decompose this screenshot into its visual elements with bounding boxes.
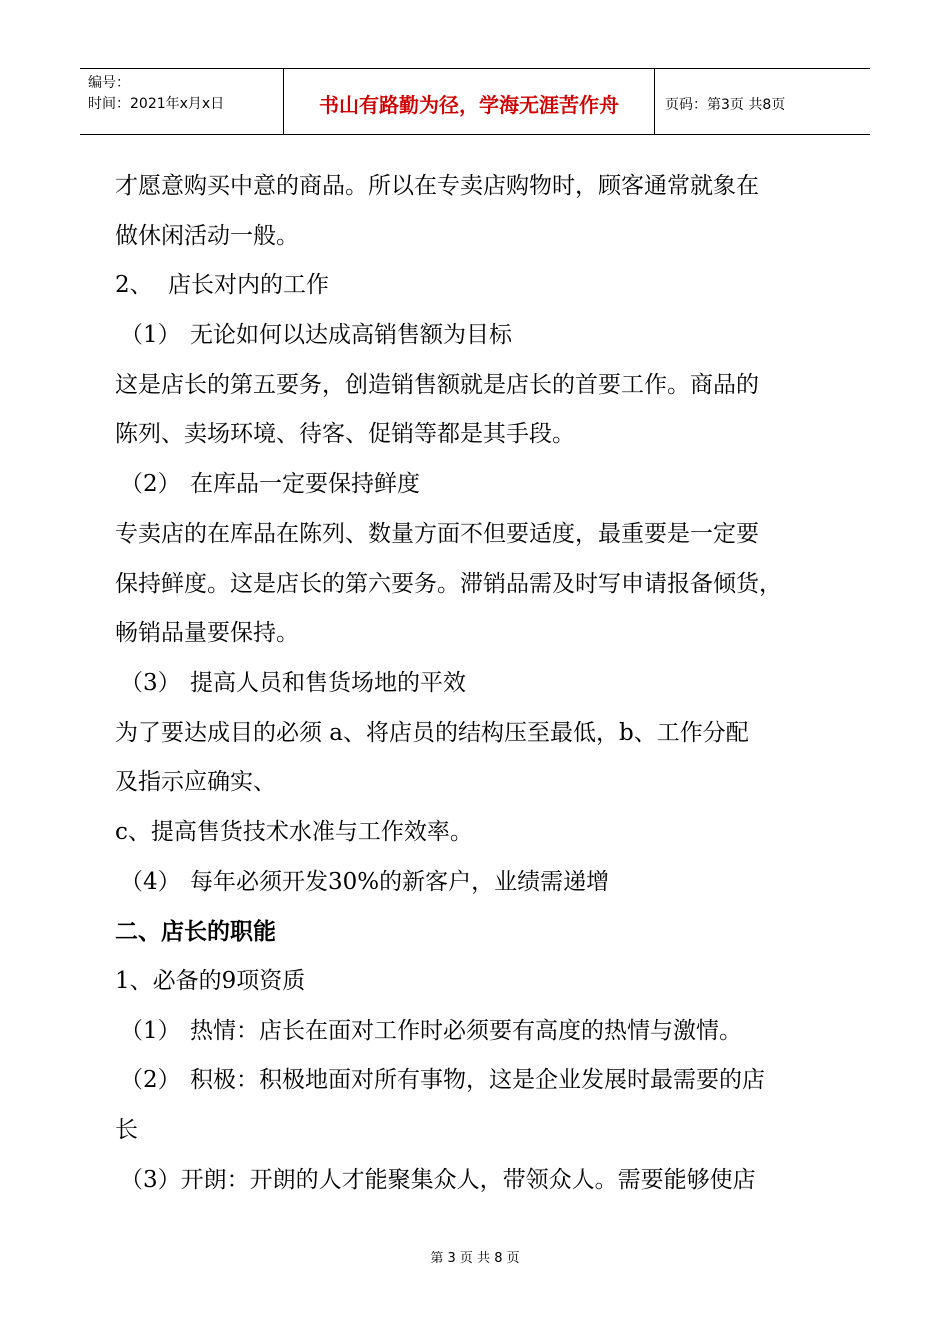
item-number: （2）	[120, 471, 181, 498]
subsection-heading	[115, 858, 855, 908]
paragraph-line: 及指示应确实、	[115, 769, 276, 796]
subsection-heading	[115, 311, 855, 361]
document-body	[115, 162, 855, 1205]
paragraph-line: 为了要达成目的必须 a、将店员的结构压至最低，b、工作分配	[115, 719, 749, 746]
header-page-info: 页码：第3页 共8页	[665, 96, 786, 113]
paragraph-line: 专卖店的在库品在陈列、数量方面不但要适度，最重要是一定要	[115, 520, 759, 547]
section-title: 店长对内的工作	[168, 272, 329, 299]
paragraph-line: 畅销品量要保持。	[115, 620, 299, 647]
item-text: 积极：积极地面对所有事物，这是企业发展时最需要的店	[190, 1067, 765, 1094]
section-heading: 1、必备的9项资质	[115, 968, 306, 994]
page-footer: 第 3 页 共 8 页	[430, 1251, 520, 1266]
paragraph-line: 才愿意购买中意的商品。所以在专卖店购物时，顾客通常就象在	[115, 173, 759, 199]
paragraph-line: 陈列、卖场环境、待客、促销等都是其手段。	[115, 421, 575, 448]
paragraph-line: 长	[115, 1117, 138, 1144]
list-item	[115, 1056, 855, 1106]
paragraph-line: 做休闲活动一般。	[115, 222, 299, 249]
item-number: （4）	[120, 868, 181, 895]
chapter-heading: 二、店长的职能	[115, 918, 276, 946]
item-number: （1）	[120, 322, 181, 349]
paragraph-line: 保持鲜度。这是店长的第六要务。滞销品需及时写申请报备倾货，	[115, 570, 782, 597]
subsection-heading	[115, 659, 855, 709]
section-heading	[115, 261, 855, 311]
list-item	[115, 1007, 855, 1057]
item-title: 每年必须开发30%的新客户，业绩需递增	[190, 868, 610, 895]
subsection-heading	[115, 460, 855, 510]
header-meta	[80, 69, 283, 134]
header-motto: 书山有路勤为径，学海无涯苦作舟	[283, 69, 655, 134]
item-title: 在库品一定要保持鲜度	[190, 471, 420, 498]
page-header	[80, 68, 870, 135]
item-text: 热情：店长在面对工作时必须要有高度的热情与激情。	[190, 1017, 742, 1044]
paragraph-line: c、提高售货技术水准与工作效率。	[115, 818, 473, 845]
document-number-label: 编号：	[88, 75, 130, 91]
item-title: 无论如何以达成高销售额为目标	[190, 322, 512, 349]
item-number: （3）	[120, 669, 181, 696]
section-number: 2、	[115, 272, 153, 299]
paragraph-line: 这是店长的第五要务，创造销售额就是店长的首要工作。商品的	[115, 371, 759, 398]
item-number: （2）	[120, 1067, 181, 1094]
item-number: （1）	[120, 1017, 181, 1044]
item-title: 提高人员和售货场地的平效	[190, 669, 466, 696]
list-item: （3）开朗：开朗的人才能聚集众人，带领众人。需要能够使店	[120, 1166, 756, 1193]
document-date: 时间：2021年x月x日	[88, 96, 225, 112]
